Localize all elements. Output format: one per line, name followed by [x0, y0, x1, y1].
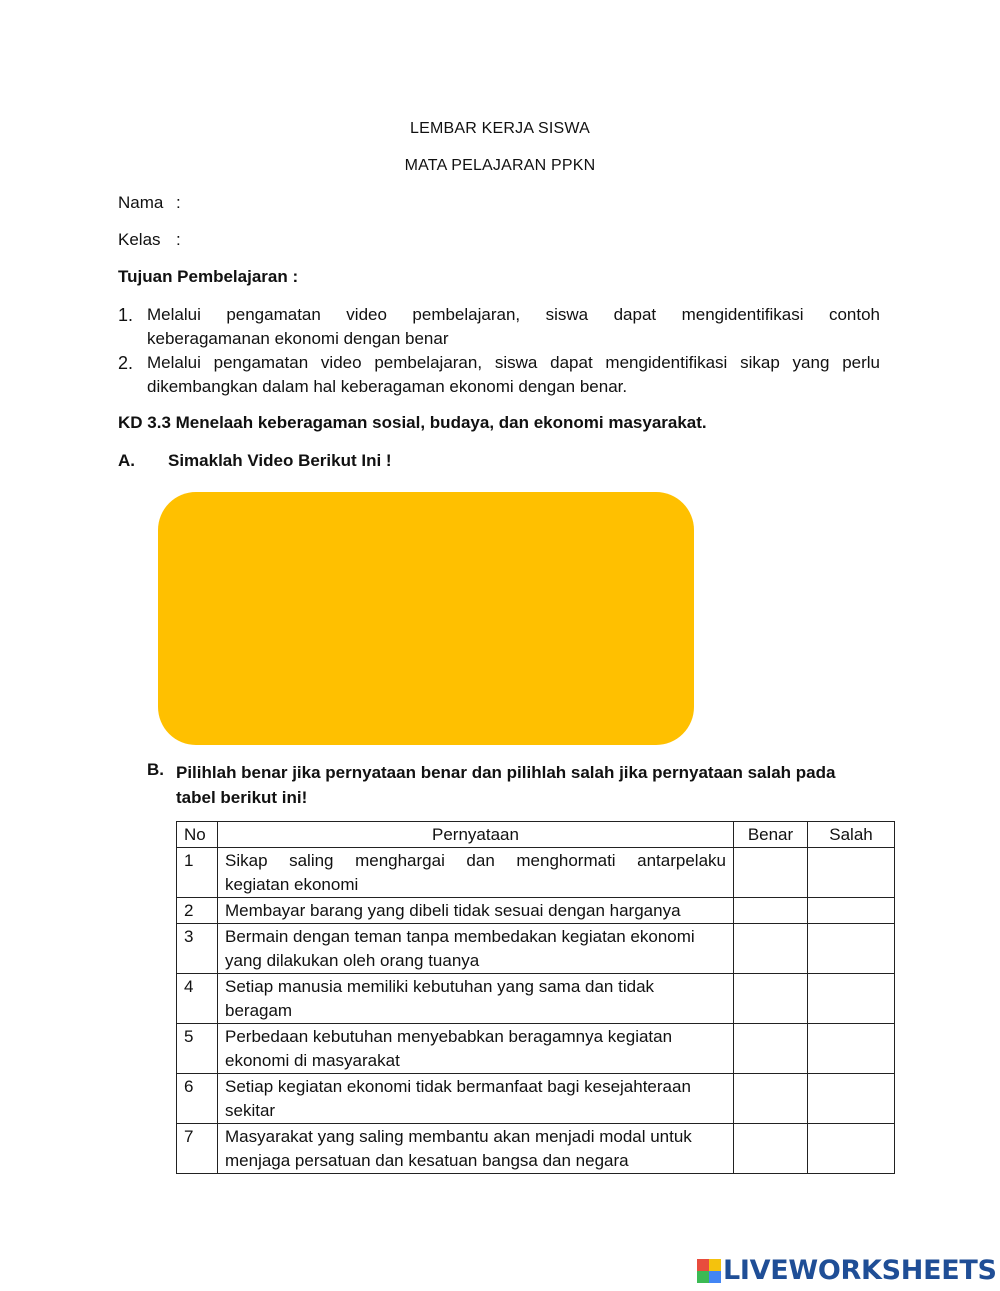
logo-text: LIVEWORKSHEETS: [723, 1255, 997, 1286]
row-statement: [218, 1124, 734, 1174]
row-number: 2: [177, 898, 218, 924]
table-row: [177, 1124, 895, 1174]
objective-item: [118, 303, 880, 351]
false-answer-cell[interactable]: [808, 924, 895, 974]
table-row: [177, 848, 895, 898]
statement-line: Setiap manusia memiliki kebutuhan yang sama dan tidak: [225, 977, 655, 996]
table-row: [177, 974, 895, 1024]
false-answer-cell[interactable]: [808, 898, 895, 924]
statement-line: Masyarakat yang saling membantu akan menjadi modal untuk: [225, 1127, 692, 1146]
name-field: [118, 193, 181, 213]
logo-blocks-icon: [697, 1259, 721, 1283]
kd-statement: KD 3.3 Menelaah keberagaman sosial, budaya, dan ekonomi masyarakat.: [118, 413, 707, 432]
row-number: 5: [177, 1024, 218, 1074]
statement-line: yang dilakukan oleh orang tuanya: [225, 951, 480, 970]
section-b-line: Pilihlah benar jika pernyataan benar dan pilihlah salah jika pernyataan salah pada: [176, 763, 836, 782]
class-label: Kelas: [118, 230, 161, 249]
objective-text-line: Melalui pengamatan video pembelajaran, siswa dapat mengidentifikasi contoh: [147, 305, 880, 324]
false-answer-cell[interactable]: [808, 1074, 895, 1124]
statement-line: Membayar barang yang dibeli tidak sesuai dengan harganya: [225, 901, 681, 920]
subject-title: MATA PELAJARAN PPKN: [404, 157, 596, 174]
statement-line: sekitar: [225, 1101, 276, 1120]
row-number: 3: [177, 924, 218, 974]
statement-line: Sikap saling menghargai dan menghormati antarpelaku: [225, 851, 726, 870]
objective-number: 2.: [118, 353, 134, 373]
false-answer-cell[interactable]: [808, 974, 895, 1024]
worksheet-title: LEMBAR KERJA SISWA: [410, 120, 590, 137]
row-statement: [218, 1024, 734, 1074]
header-no: No: [177, 822, 218, 848]
table-row: [177, 924, 895, 974]
statement-line: Bermain dengan teman tanpa membedakan kegiatan ekonomi: [225, 927, 695, 946]
liveworksheets-logo: [697, 1255, 997, 1286]
false-answer-cell[interactable]: [808, 1124, 895, 1174]
true-answer-cell[interactable]: [734, 924, 808, 974]
table-row: [177, 898, 895, 924]
row-statement: [218, 1074, 734, 1124]
true-answer-cell[interactable]: [734, 1074, 808, 1124]
class-separator: :: [176, 230, 181, 249]
row-statement: [218, 848, 734, 898]
statement-line: Setiap kegiatan ekonomi tidak bermanfaat bagi kesejahteraan: [225, 1077, 691, 1096]
section-b-instruction: [176, 760, 876, 810]
statement-line: beragam: [225, 1001, 293, 1020]
section-a-title: Simaklah Video Berikut Ini !: [168, 451, 392, 470]
table-row: [177, 1024, 895, 1074]
name-label: Nama: [118, 193, 164, 212]
objective-text-line: dikembangkan dalam hal keberagaman ekonomi dengan benar.: [147, 377, 628, 396]
false-answer-cell[interactable]: [808, 1024, 895, 1074]
header-statement: Pernyataan: [218, 822, 734, 848]
statement-line: ekonomi di masyarakat: [225, 1051, 400, 1070]
row-statement: [218, 924, 734, 974]
row-statement: [218, 898, 734, 924]
objectives-heading: Tujuan Pembelajaran :: [118, 267, 299, 286]
objective-number: 1.: [118, 305, 134, 325]
class-field: [118, 230, 181, 250]
true-answer-cell[interactable]: [734, 1124, 808, 1174]
true-answer-cell[interactable]: [734, 974, 808, 1024]
row-number: 6: [177, 1074, 218, 1124]
true-answer-cell[interactable]: [734, 1024, 808, 1074]
statement-line: menjaga persatuan dan kesatuan bangsa dan negara: [225, 1151, 629, 1170]
statement-line: Perbedaan kebutuhan menyebabkan beragamnya kegiatan: [225, 1027, 673, 1046]
section-a-letter: A.: [118, 451, 135, 470]
header-true: Benar: [734, 822, 808, 848]
name-separator: :: [176, 193, 181, 212]
header-false: Salah: [808, 822, 895, 848]
row-statement: [218, 974, 734, 1024]
statement-table: [176, 821, 895, 1174]
row-number: 4: [177, 974, 218, 1024]
video-player[interactable]: [158, 492, 694, 745]
table-row: [177, 1074, 895, 1124]
objective-text-line: Melalui pengamatan video pembelajaran, siswa dapat mengidentifikasi sikap yang perlu: [147, 353, 880, 372]
row-number: 1: [177, 848, 218, 898]
row-number: 7: [177, 1124, 218, 1174]
objective-text-line: keberagamanan ekonomi dengan benar: [147, 329, 449, 348]
true-answer-cell[interactable]: [734, 848, 808, 898]
false-answer-cell[interactable]: [808, 848, 895, 898]
true-answer-cell[interactable]: [734, 898, 808, 924]
statement-line: kegiatan ekonomi: [225, 875, 359, 894]
section-b-letter: B.: [147, 760, 164, 779]
section-b-line: tabel berikut ini!: [176, 788, 308, 807]
table-header-row: [177, 822, 895, 848]
objective-item: [118, 351, 880, 399]
